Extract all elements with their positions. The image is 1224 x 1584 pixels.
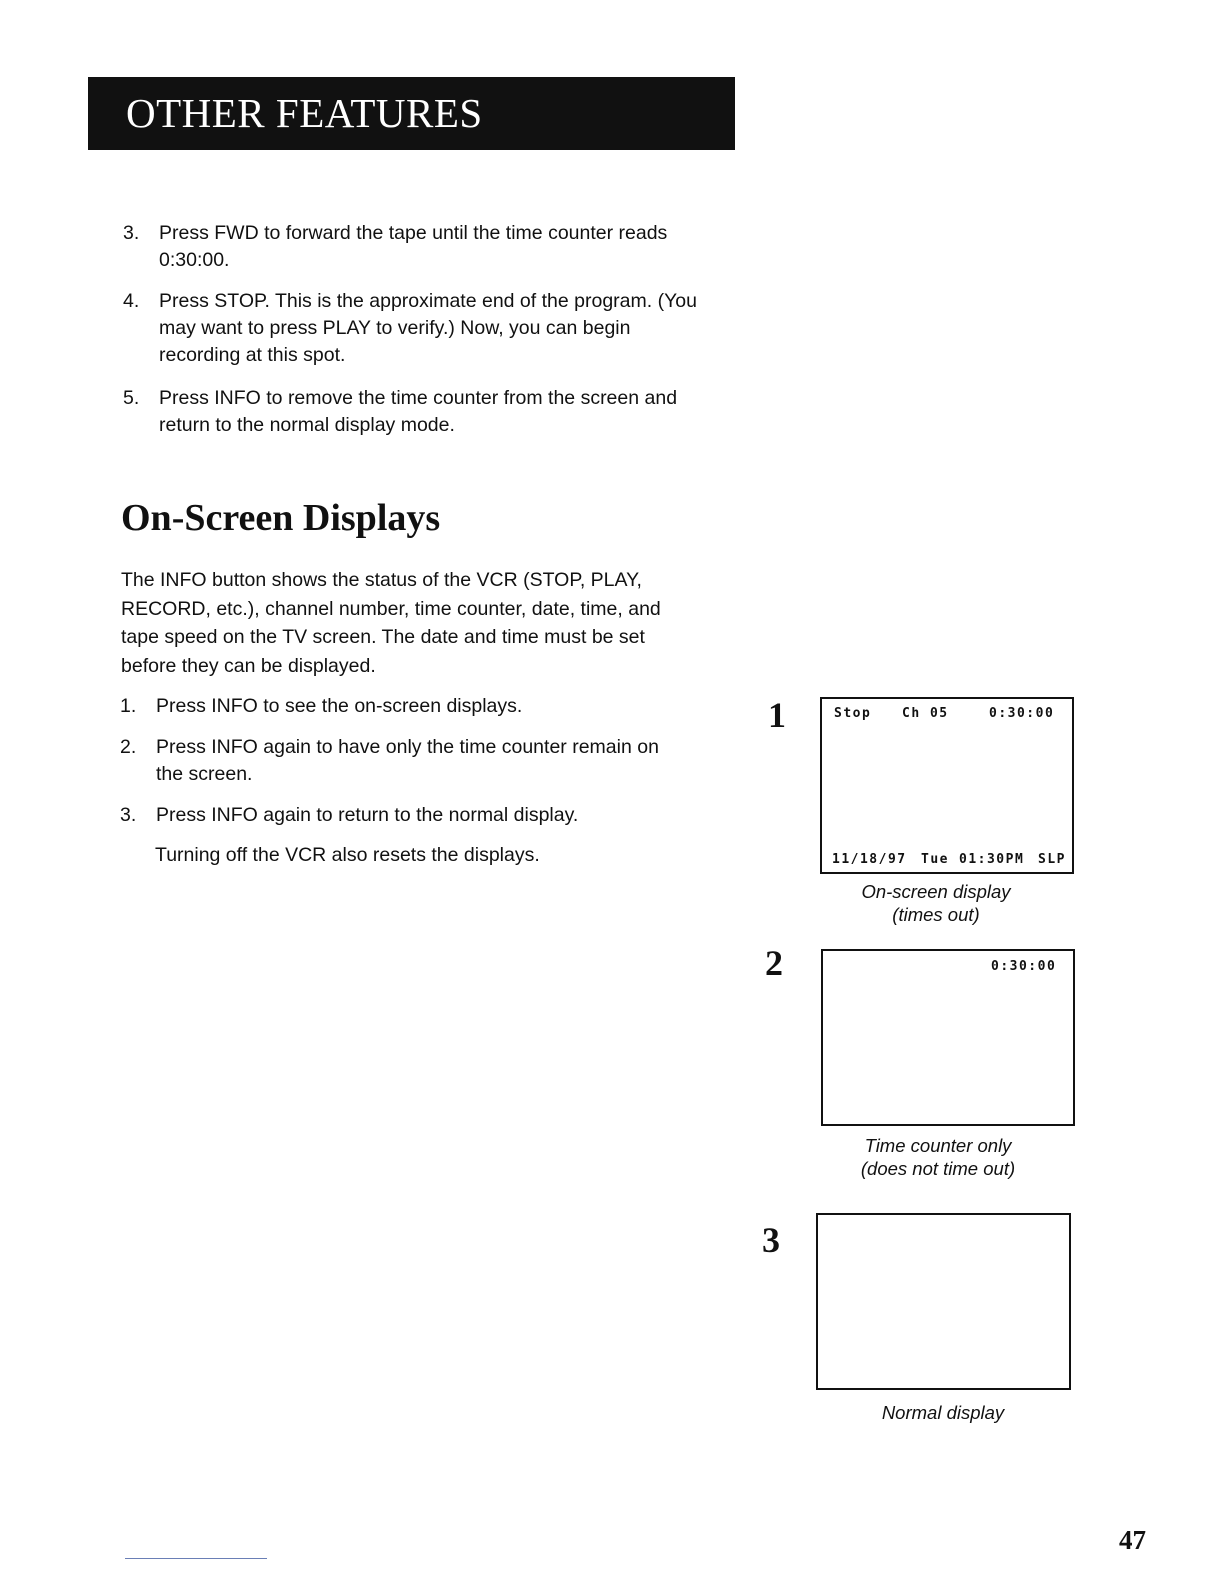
banner-title: OTHER FEATURES (126, 90, 483, 136)
figure-number: 1 (768, 695, 786, 735)
osd-day: Tue (921, 852, 949, 867)
step-item (123, 220, 763, 276)
tv-screen-full-osd (820, 697, 1074, 874)
tv-screen-normal (816, 1213, 1071, 1390)
figure-caption: Time counter only (does not time out) (860, 1135, 1016, 1179)
figure-caption: Normal display (881, 1402, 1005, 1423)
page-number: 47 (1119, 1525, 1146, 1555)
section-intro: The INFO button shows the status of the VCR (STOP, PLAY, RECORD, etc.), channel number, time counter, date, time, and tape speed on the TV screen. The date and time must be set before they can be displayed. (121, 569, 661, 677)
tv-screen-counter-only (821, 949, 1075, 1126)
footer-rule (125, 1558, 267, 1559)
section-banner (88, 77, 735, 150)
step-item (120, 693, 740, 721)
step-text: Press INFO again to return to the normal display. (156, 804, 579, 826)
step-number: 3. (120, 804, 137, 826)
step-text: Press STOP. This is the approximate end of the program. (You may want to press PLAY to verify.) Now, you can begin recording at this spot. (159, 290, 697, 366)
section-title: On-Screen Displays (121, 497, 441, 539)
reset-note: Turning off the VCR also resets the displays. (155, 844, 540, 866)
step-number: 4. (123, 290, 140, 312)
osd-counter: 0:30:00 (991, 959, 1057, 974)
step-item (120, 734, 740, 790)
step-number: 1. (120, 695, 137, 717)
step-number: 3. (123, 222, 140, 244)
osd-date: 11/18/97 (832, 852, 907, 867)
step-text: Press INFO again to have only the time counter remain on the screen. (156, 736, 659, 785)
step-number: 2. (120, 736, 137, 758)
step-text: Press INFO to see the on-screen displays. (156, 695, 523, 717)
figure-caption: On-screen display (times out) (861, 881, 1011, 925)
step-number: 5. (123, 387, 140, 409)
step-item (123, 385, 763, 441)
step-item (120, 802, 740, 830)
step-text: Press FWD to forward the tape until the time counter reads 0:30:00. (159, 222, 668, 271)
osd-time: 01:30PM (959, 852, 1025, 867)
osd-speed: SLP (1038, 852, 1066, 867)
osd-counter: 0:30:00 (989, 706, 1055, 721)
step-text: Press INFO to remove the time counter from the screen and return to the normal display mode. (159, 387, 678, 436)
figure-number: 2 (765, 943, 783, 983)
step-item (123, 288, 763, 372)
figure-number: 3 (762, 1220, 780, 1260)
osd-status: Stop (834, 706, 872, 721)
osd-channel: Ch 05 (902, 706, 949, 721)
